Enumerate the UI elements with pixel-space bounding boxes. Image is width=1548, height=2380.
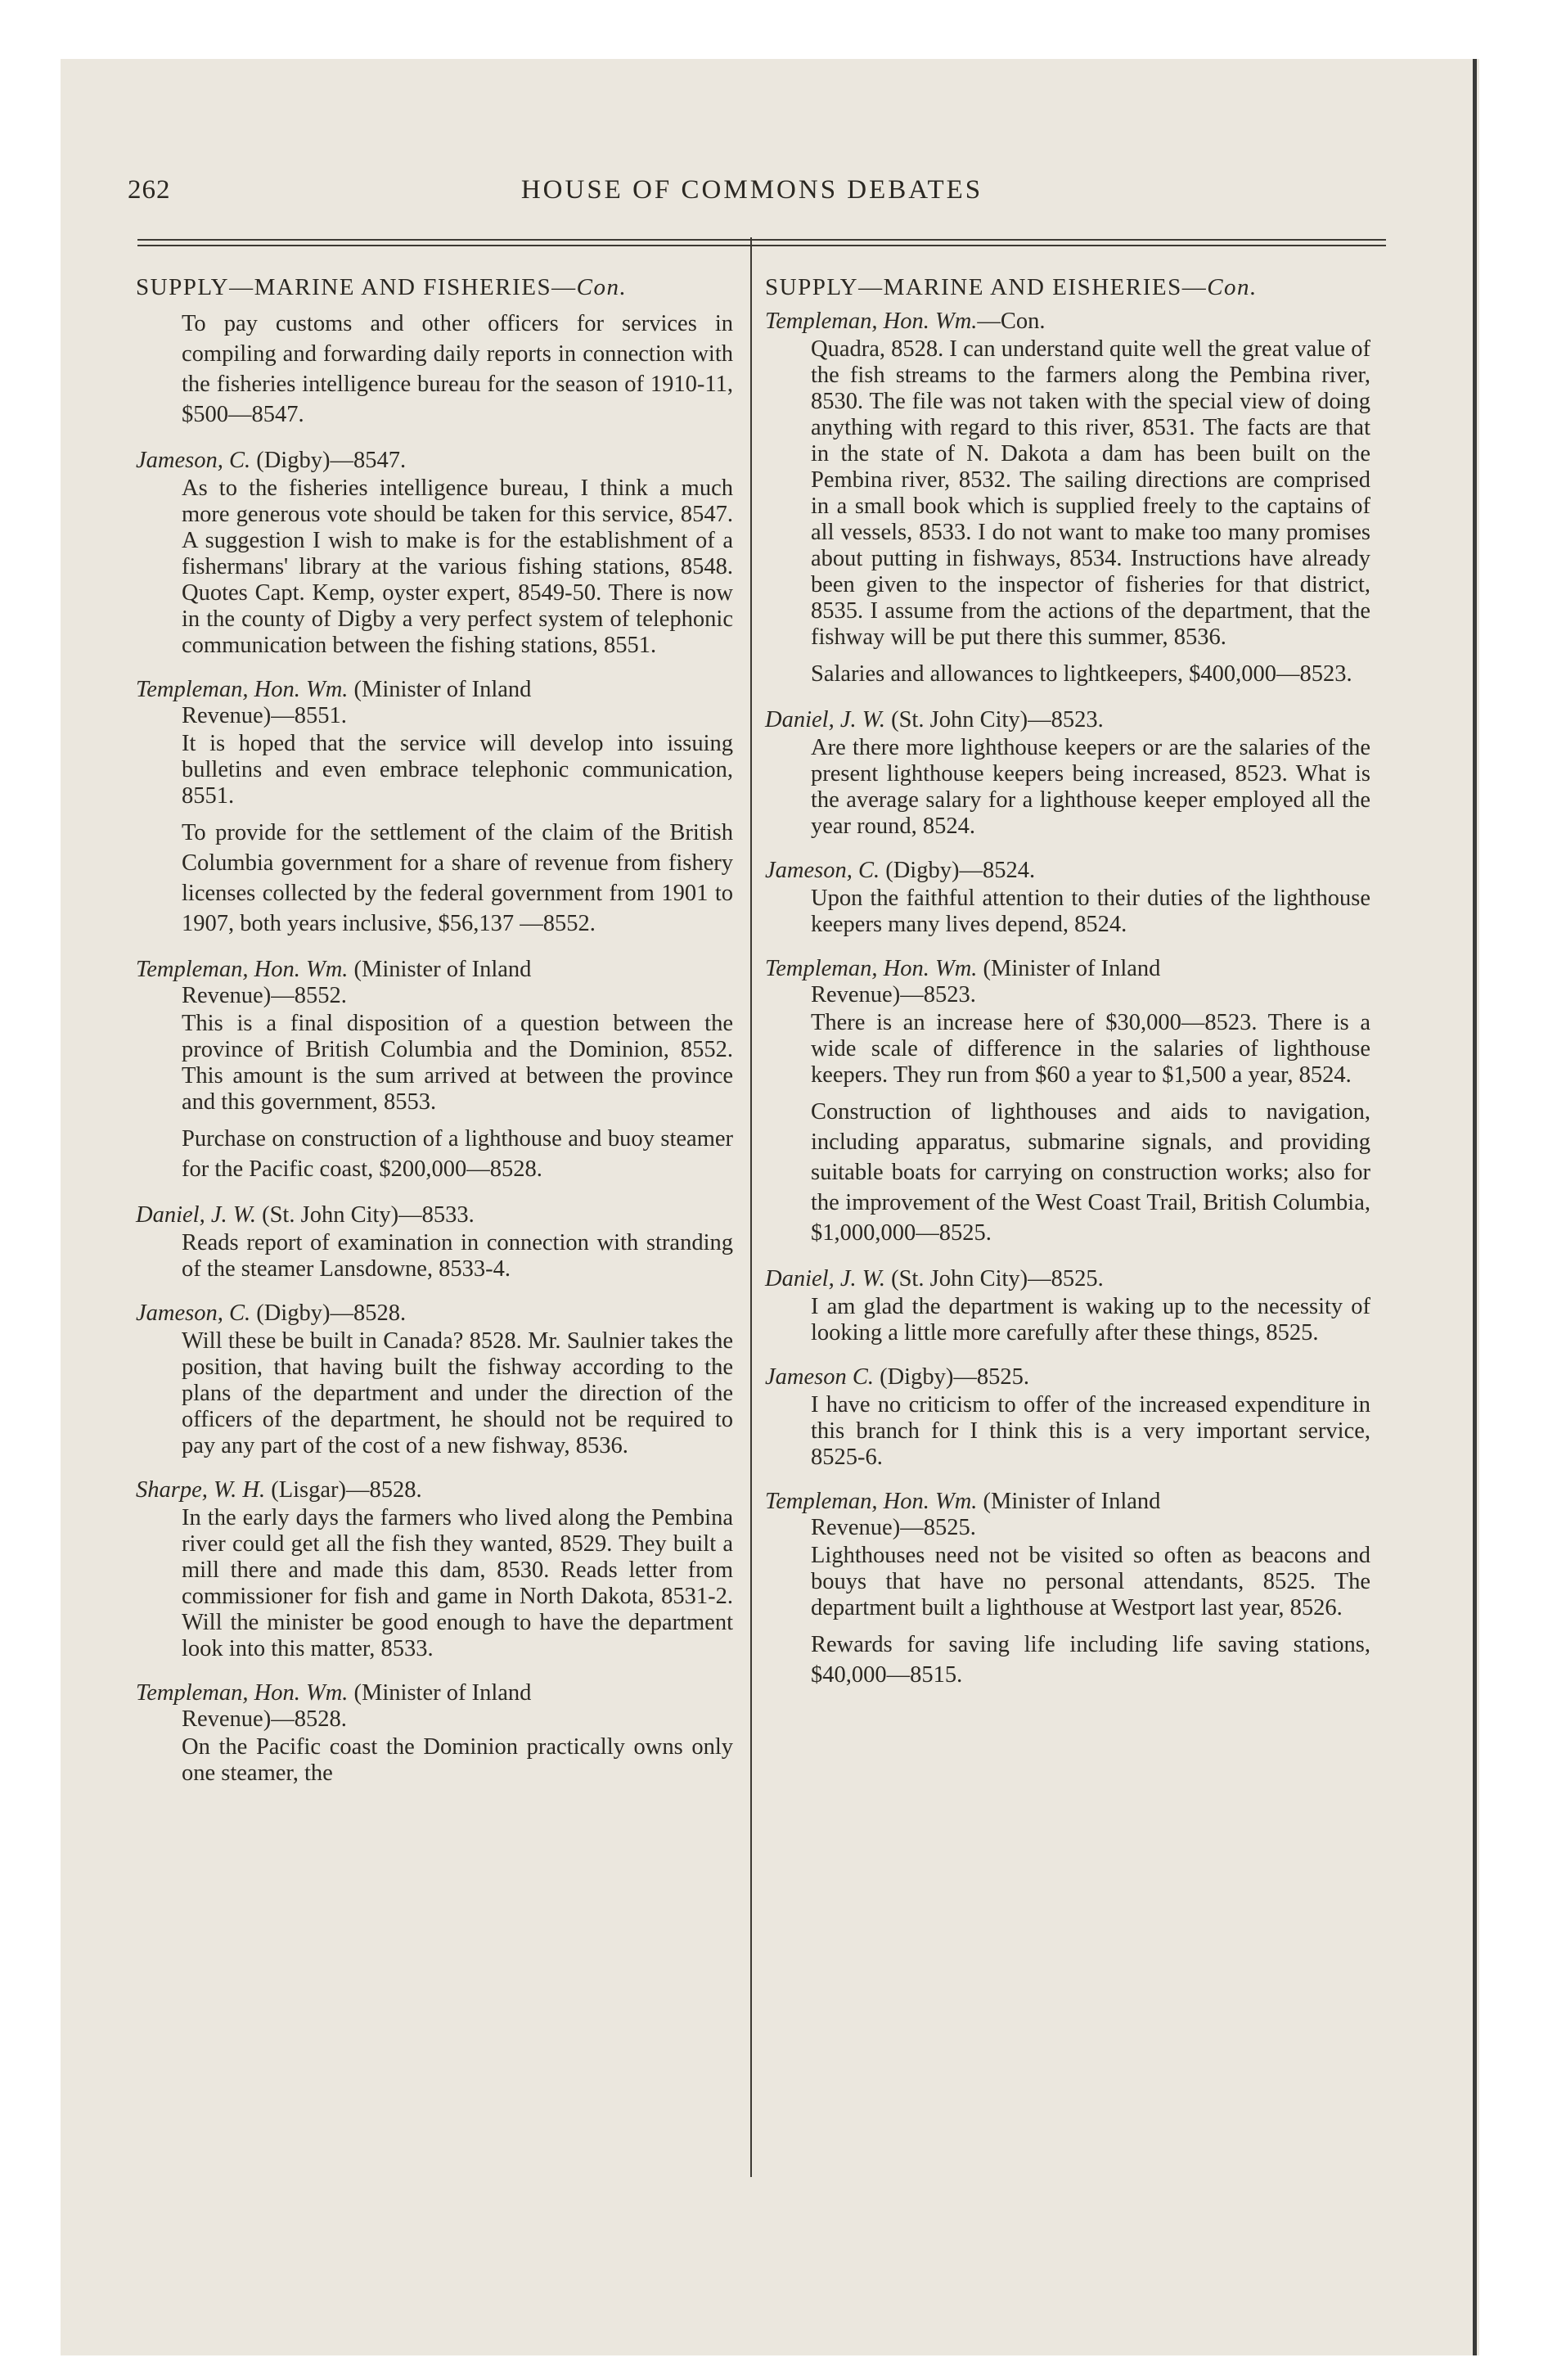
speaker-affiliation: (Digby)—8525. — [873, 1364, 1029, 1390]
speaker-name: Daniel, J. W. — [765, 707, 885, 732]
column-heading — [765, 274, 1370, 300]
speaker-name: Templeman, Hon. Wm. — [765, 956, 978, 981]
vote-item: Rewards for saving life including life saving stations, $40,000—8515. — [811, 1632, 1370, 1688]
speaker-entry — [765, 1266, 1370, 1292]
speaker-entry — [765, 956, 1370, 1008]
speaker-entry — [765, 309, 1370, 335]
speaker-affiliation: (St. John City)—8533. — [255, 1202, 475, 1228]
page-title: HOUSE OF COMMONS DEBATES — [520, 175, 983, 205]
left-column — [136, 274, 733, 1795]
speaker-remarks: Are there more lighthouse keepers or are the salaries of the present lighthouse keepers being increased, 8523. What is the average salary for a lighthouse keeper employed all the year round, 8524. — [811, 735, 1370, 839]
speaker-name: Daniel, J. W. — [136, 1202, 256, 1228]
vote-item: To pay customs and other officers for services in compiling and forwarding daily reports in connection with the fisheries intelligence bureau for the season of 1910-11, $500—8547. — [182, 311, 733, 427]
speaker-remarks: This is a final disposition of a question between the province of British Columbia and the Dominion, 8552. This amount is the sum arrived at between the province and this government, 8553. — [182, 1011, 733, 1115]
speaker-affiliation-continued: Revenue)—8528. — [182, 1706, 347, 1732]
speaker-remarks: I am glad the department is waking up to the necessity of looking a little more carefully after these things, 8525. — [811, 1294, 1370, 1346]
speaker-remarks: It is hoped that the service will develop into issuing bulletins and even embrace telephonic communication, 8551. — [182, 731, 733, 809]
speaker-affiliation: (St. John City)—8523. — [884, 707, 1104, 732]
speaker-entry — [765, 1489, 1370, 1541]
speaker-entry — [765, 1364, 1370, 1391]
column-heading — [136, 274, 733, 300]
speaker-name: Jameson, C. — [136, 1300, 251, 1326]
speaker-remarks: Quadra, 8528. I can understand quite well the great value of the fish streams to the farmers along the Pembina river, 8530. The file was not taken with the special view of doing anything with regard to this river, 8531. The facts are that in the state of N. Dakota a dam has been built on the Pembina river, 8532. The sailing directions are comprised in a small book which is supplied freely to the captains of all vessels, 8533. I do not want to make too many promises about putting in fishways, 8534. Instructions have already been given to the inspector of fisheries for that district, 8535. I assume from the actions of the department, that the fishway will be put there this summer, 8536. — [811, 336, 1370, 650]
column-heading-text: SUPPLY—MARINE AND FISHERIES— — [136, 274, 577, 300]
speaker-name: Jameson, C. — [765, 858, 880, 883]
speaker-name: Daniel, J. W. — [765, 1266, 885, 1291]
column-heading-con: Con. — [1207, 274, 1258, 300]
speaker-entry — [136, 1202, 733, 1228]
speaker-remarks: Lighthouses need not be visited so often as beacons and bouys that have no personal attendants, 8525. The department built a lighthouse at Westport last year, 8526. — [811, 1543, 1370, 1620]
speaker-entry — [765, 707, 1370, 733]
speaker-affiliation: —Con. — [977, 309, 1046, 334]
speaker-name: Templeman, Hon. Wm. — [136, 677, 349, 702]
column-divider — [750, 237, 752, 2177]
speaker-entry — [765, 858, 1370, 884]
column-heading-con: Con. — [576, 274, 628, 300]
page-number: 262 — [128, 175, 171, 205]
speaker-affiliation: (Digby)—8547. — [250, 448, 407, 473]
vote-item: To provide for the settlement of the claim of the British Columbia government for a share of revenue from fishery licenses collected by the federal government from 1901 to 1907, both years inclusive, $56,137 —8552. — [182, 820, 733, 936]
vote-item: Construction of lighthouses and aids to navigation, including apparatus, submarine signals, and providing suitable boats for carrying on construction works; also for the improvement of the West Coast Trail, British Columbia, $1,000,000—8525. — [811, 1099, 1370, 1246]
speaker-affiliation-continued: Revenue)—8551. — [182, 703, 347, 728]
right-column — [765, 274, 1370, 1700]
speaker-affiliation: (Minister of Inland — [977, 1489, 1161, 1514]
speaker-name: Templeman, Hon. Wm. — [765, 309, 978, 334]
page-edge-shadow — [1473, 59, 1477, 2355]
speaker-remarks: Reads report of examination in connection with stranding of the steamer Lansdowne, 8533-4. — [182, 1230, 733, 1282]
speaker-entry — [136, 1300, 733, 1327]
speaker-affiliation-continued: Revenue)—8525. — [811, 1515, 976, 1540]
column-heading-text: SUPPLY—MARINE AND EISHERIES— — [765, 274, 1208, 300]
vote-item: Salaries and allowances to lightkeepers, $400,000—8523. — [811, 661, 1352, 687]
speaker-affiliation: (Digby)—8528. — [250, 1300, 407, 1326]
speaker-affiliation: (Minister of Inland — [348, 1680, 532, 1706]
speaker-entry — [136, 1477, 733, 1503]
speaker-affiliation: (St. John City)—8525. — [884, 1266, 1104, 1291]
header-rule — [137, 245, 1386, 246]
speaker-affiliation-continued: Revenue)—8552. — [182, 983, 347, 1008]
vote-item: Purchase on construction of a lighthouse and buoy steamer for the Pacific coast, $200,000—8528. — [182, 1126, 733, 1182]
speaker-name: Jameson, C. — [136, 448, 251, 473]
speaker-affiliation-continued: Revenue)—8523. — [811, 982, 976, 1007]
speaker-affiliation: (Minister of Inland — [977, 956, 1161, 981]
speaker-remarks: I have no criticism to offer of the increased expenditure in this branch for I think this is a very important service, 8525-6. — [811, 1392, 1370, 1470]
speaker-affiliation: (Minister of Inland — [348, 957, 532, 982]
speaker-remarks: As to the fisheries intelligence bureau, I think a much more generous vote should be taken for this service, 8547. A suggestion I wish to make is for the establishment of a fishermans' library at the various fishing stations, 8548. Quotes Capt. Kemp, oyster expert, 8549-50. There is now in the county of Digby a very perfect system of telephonic communication between the fishing stations, 8551. — [182, 476, 733, 658]
speaker-name: Templeman, Hon. Wm. — [136, 1680, 349, 1706]
speaker-affiliation: (Minister of Inland — [348, 677, 532, 702]
speaker-name: Sharpe, W. H. — [136, 1477, 266, 1503]
speaker-entry — [136, 1680, 733, 1733]
speaker-entry — [136, 677, 733, 729]
speaker-remarks: There is an increase here of $30,000—8523. There is a wide scale of difference in the salaries of lighthouse keepers. They run from $60 a year to $1,500 a year, 8524. — [811, 1010, 1370, 1088]
speaker-remarks: On the Pacific coast the Dominion practically owns only one steamer, the — [182, 1734, 733, 1786]
page-header — [119, 175, 1384, 216]
speaker-name: Templeman, Hon. Wm. — [765, 1489, 978, 1514]
speaker-remarks: Upon the faithful attention to their duties of the lighthouse keepers many lives depend, 8524. — [811, 886, 1370, 937]
speaker-remarks: Will these be built in Canada? 8528. Mr. Saulnier takes the position, that having built the fishway according to the plans of the department and under the direction of the officers of the department, he should not be required to pay any part of the cost of a new fishway, 8536. — [182, 1328, 733, 1458]
speaker-entry — [136, 448, 733, 474]
header-rule — [137, 239, 1386, 241]
speaker-entry — [136, 957, 733, 1009]
speaker-remarks: In the early days the farmers who lived along the Pembina river could get all the fish they wanted, 8529. They built a mill there and made this dam, 8530. Reads letter from commissioner for fish and game in North Dakota, 8531-2. Will the minister be good enough to have the department look into this matter, 8533. — [182, 1505, 733, 1661]
speaker-affiliation: (Lisgar)—8528. — [265, 1477, 422, 1503]
speaker-affiliation: (Digby)—8524. — [880, 858, 1036, 883]
speaker-name: Templeman, Hon. Wm. — [136, 957, 349, 982]
speaker-name: Jameson C. — [765, 1364, 874, 1390]
